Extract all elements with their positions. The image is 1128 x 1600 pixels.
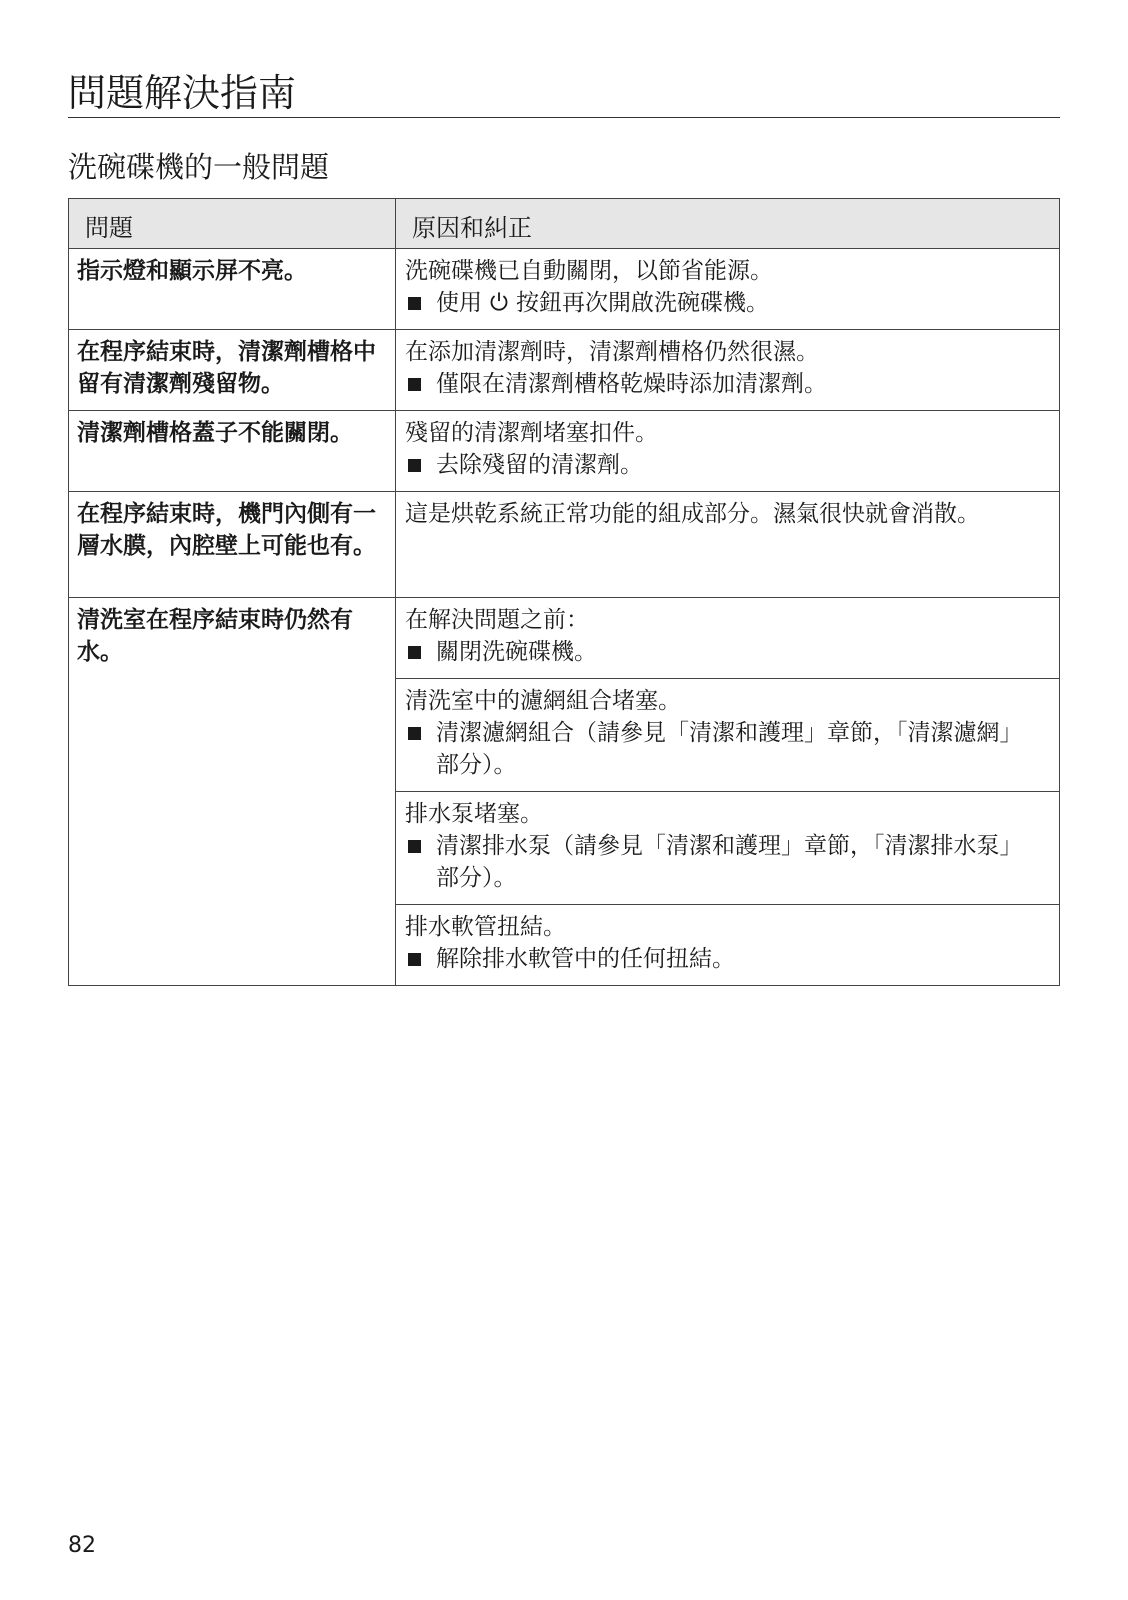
action-text: 僅限在清潔劑槽格乾燥時添加清潔劑。 bbox=[436, 371, 827, 397]
bullet-square-icon bbox=[408, 378, 421, 391]
cause-text: 在添加清潔劑時，清潔劑槽格仍然很濕。 bbox=[405, 339, 819, 365]
action-text: 清潔排水泵（請參見「清潔和護理」章節，「清潔排水泵」部分）。 bbox=[436, 833, 1023, 891]
page-number: 82 bbox=[68, 1533, 96, 1558]
bullet-square-icon bbox=[408, 953, 421, 966]
problem-cell: 清潔劑槽格蓋子不能關閉。 bbox=[69, 411, 396, 492]
cause-text: 在解決問題之前： bbox=[405, 607, 589, 633]
action-text: 清潔濾網組合（請參見「清潔和護理」章節，「清潔濾網」部分）。 bbox=[436, 720, 1023, 778]
cause-cell bbox=[396, 249, 1060, 330]
cause-text: 清洗室中的濾網組合堵塞。 bbox=[405, 688, 681, 714]
action-text-before: 使用 bbox=[436, 290, 482, 316]
bullet-square-icon bbox=[408, 297, 421, 310]
cause-text: 洗碗碟機已自動關閉，以節省能源。 bbox=[405, 258, 773, 284]
problem-cell: 清洗室在程序結束時仍然有水。 bbox=[69, 598, 396, 986]
action-item bbox=[405, 287, 1041, 319]
cause-cell bbox=[396, 598, 1060, 679]
action-item bbox=[405, 449, 1041, 481]
bullet-square-icon bbox=[408, 459, 421, 472]
action-item bbox=[405, 830, 1041, 894]
action-text: 關閉洗碗碟機。 bbox=[436, 639, 597, 665]
cause-cell bbox=[396, 330, 1060, 411]
power-icon bbox=[488, 291, 510, 313]
cause-text: 排水軟管扭結。 bbox=[405, 914, 566, 940]
cause-cell bbox=[396, 905, 1060, 986]
cause-text: 排水泵堵塞。 bbox=[405, 801, 543, 827]
section-title: 洗碗碟機的一般問題 bbox=[68, 150, 330, 184]
troubleshooting-table bbox=[68, 198, 1060, 986]
problem-cell: 在程序結束時，清潔劑槽格中留有清潔劑殘留物。 bbox=[69, 330, 396, 411]
cause-text: 殘留的清潔劑堵塞扣件。 bbox=[405, 420, 658, 446]
cause-cell bbox=[396, 679, 1060, 792]
table-row bbox=[69, 411, 1060, 492]
table-row bbox=[69, 598, 1060, 679]
header-cause: 原因和糾正 bbox=[396, 199, 1060, 249]
bullet-square-icon bbox=[408, 840, 421, 853]
problem-cell: 在程序結束時，機門內側有一層水膜，內腔壁上可能也有。 bbox=[69, 492, 396, 598]
cause-cell bbox=[396, 492, 1060, 598]
page-title: 問題解決指南 bbox=[68, 71, 297, 115]
bullet-square-icon bbox=[408, 727, 421, 740]
cause-text: 這是烘乾系統正常功能的組成部分。濕氣很快就會消散。 bbox=[405, 501, 980, 527]
action-text-after: 按鈕再次開啟洗碗碟機。 bbox=[516, 290, 769, 316]
table-row bbox=[69, 330, 1060, 411]
bullet-square-icon bbox=[408, 646, 421, 659]
header-problem: 問題 bbox=[69, 199, 396, 249]
action-item bbox=[405, 368, 1041, 400]
action-text: 解除排水軟管中的任何扭結。 bbox=[436, 946, 735, 972]
table-header-row bbox=[69, 199, 1060, 249]
cause-cell bbox=[396, 411, 1060, 492]
action-text: 去除殘留的清潔劑。 bbox=[436, 452, 643, 478]
table-row bbox=[69, 492, 1060, 598]
title-divider bbox=[68, 117, 1060, 118]
problem-cell: 指示燈和顯示屏不亮。 bbox=[69, 249, 396, 330]
action-item bbox=[405, 943, 1041, 975]
action-item bbox=[405, 636, 1041, 668]
action-item bbox=[405, 717, 1041, 781]
table-row bbox=[69, 249, 1060, 330]
cause-cell bbox=[396, 792, 1060, 905]
